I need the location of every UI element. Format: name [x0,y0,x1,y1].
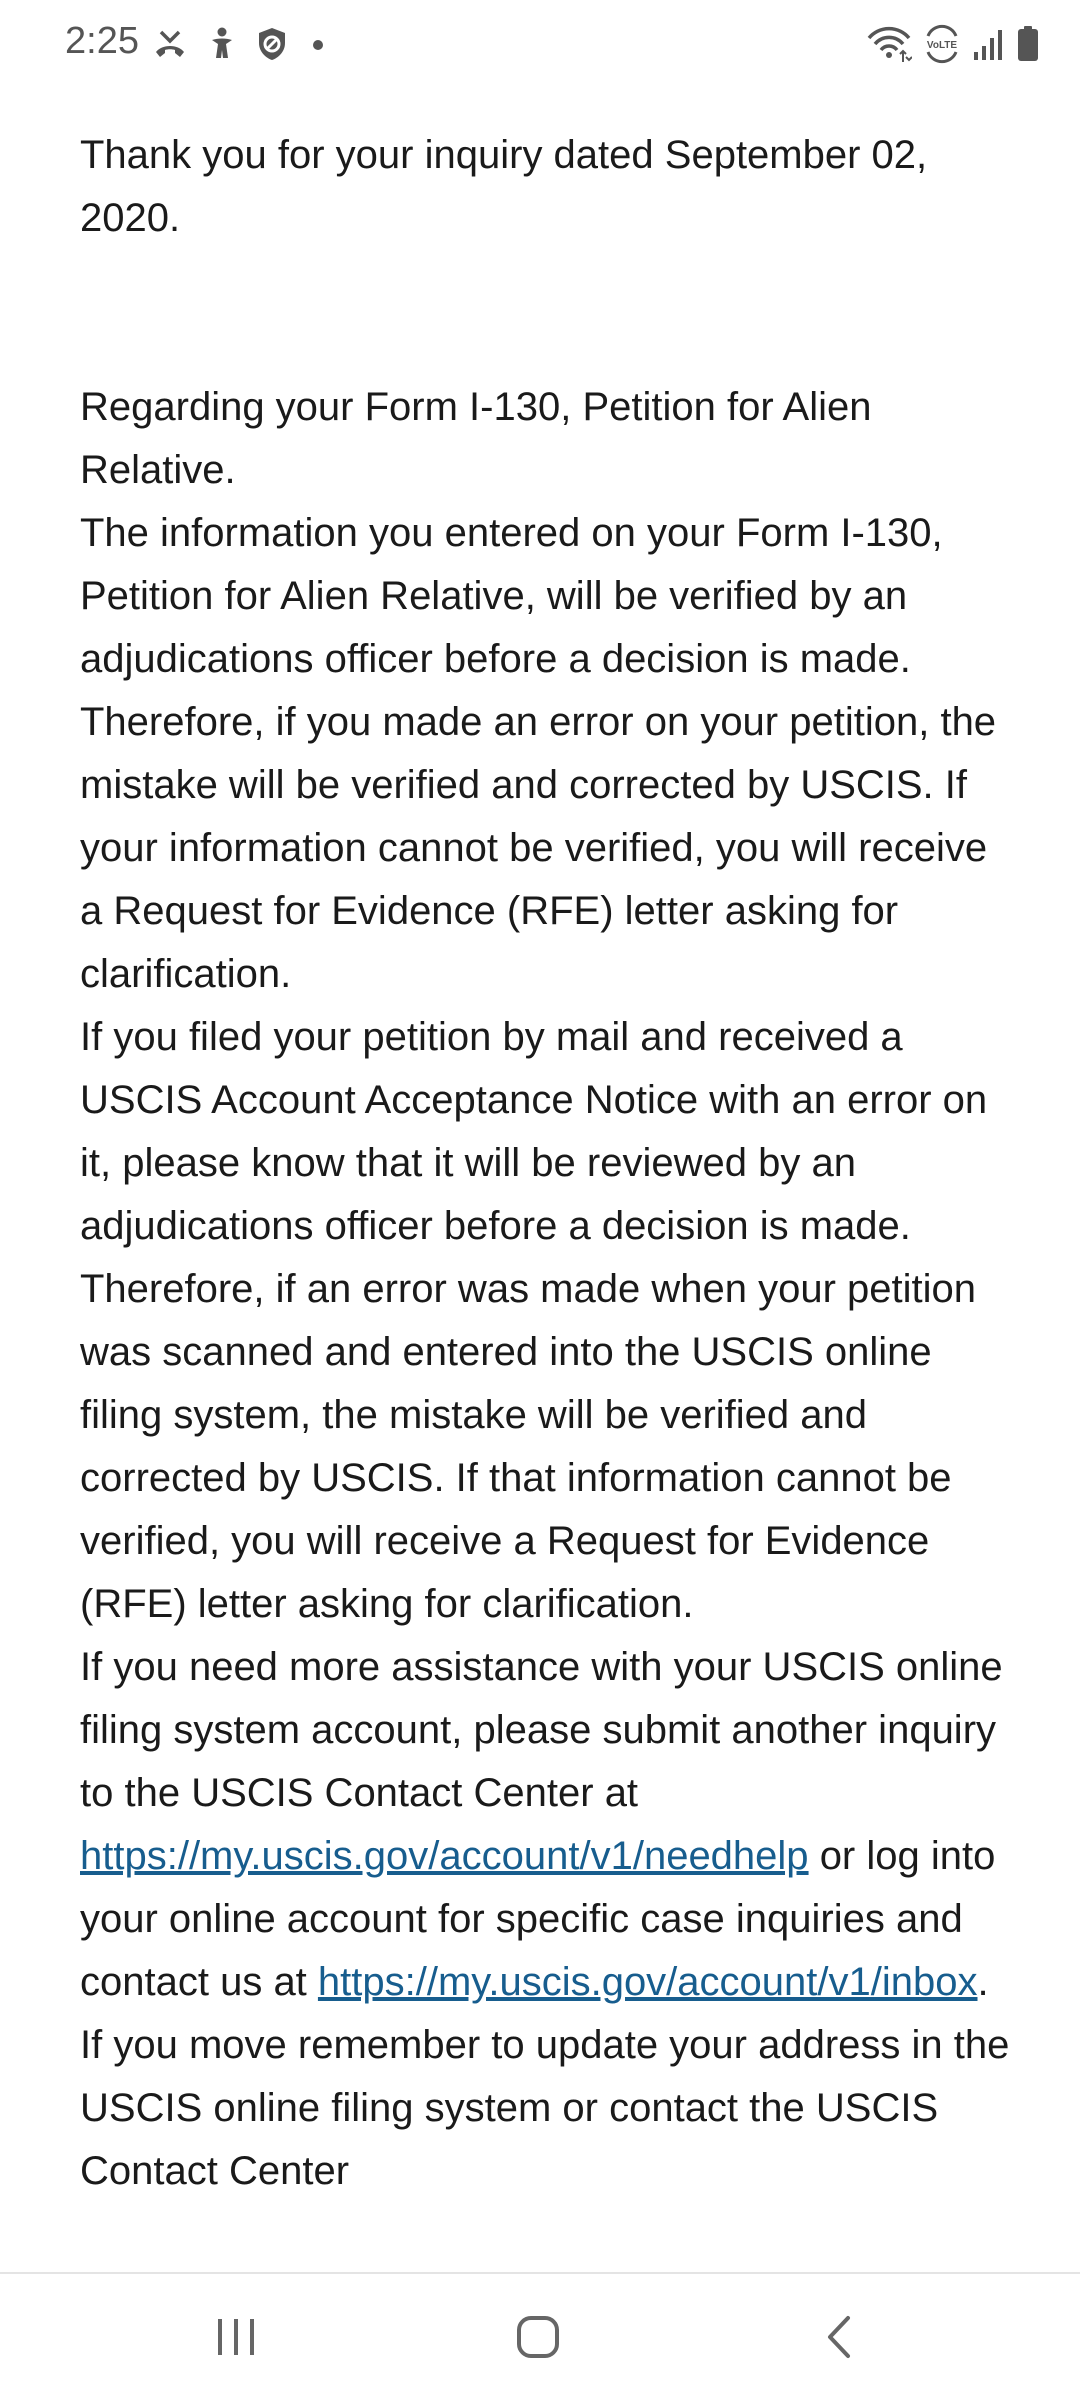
signal-icon [972,24,1006,64]
message-body [80,124,1020,2203]
home-button[interactable] [498,2304,578,2374]
assistance-end-text: . [977,1960,989,2004]
notification-icons [152,22,330,66]
status-time: 2:25 [65,20,139,62]
assistance-text: If you need more assistance with your USCIS online filing system account, please submit another inquiry to the USCIS Contact Center at [80,1645,1003,1815]
volte-label: VoLTE [926,40,958,51]
battery-icon [1016,24,1040,64]
paragraph-assistance [80,1636,1020,2014]
paragraph-address-update: If you move remember to update your address in the USCIS online filing system or contact the USCIS Contact Center [80,2023,1010,2193]
assistance-middle-text: or log into your online account for specific case inquiries and contact us at [80,1834,996,2004]
system-icons [866,20,1040,68]
volte-icon [922,24,962,64]
needhelp-link[interactable]: https://my.uscis.gov/account/v1/needhelp [80,1834,809,1878]
recents-button[interactable] [196,2304,276,2374]
status-bar [0,0,1080,90]
back-button[interactable] [800,2304,880,2374]
missed-call-icon [152,26,188,62]
inbox-link[interactable]: https://my.uscis.gov/account/v1/inbox [317,1960,978,2004]
shield-icon [256,26,288,62]
home-icon [515,2314,561,2365]
regarding-text: Regarding your Form I-130, Petition for Alien Relative. [80,385,872,492]
navigation-bar [0,2272,1080,2402]
notification-dot-icon [306,26,330,62]
accessibility-icon [206,26,238,62]
greeting-text: Thank you for your inquiry dated September 02, 2020. [80,133,928,240]
recents-icon [214,2315,258,2364]
paragraph-mail-filing: If you filed your petition by mail and received a USCIS Account Acceptance Notice with an error on it, please know that it will be reviewed by an adjudications officer before a decision is made. Therefore, if an error was made when your petition was scanned and entered into the USCIS online filing system, the mistake will be verified and corrected by USCIS. If that information cannot be verified, you will receive a Request for Evidence (RFE) letter asking for clarification. [80,1015,988,1626]
back-icon [820,2314,860,2365]
wifi-icon [866,24,912,64]
paragraph-verification: The information you entered on your Form I-130, Petition for Alien Relative, will be verified by an adjudications officer before a decision is made. Therefore, if you made an error on your petition, the mistake will be verified and corrected by USCIS. If your information cannot be verified, you will receive a Request for Evidence (RFE) letter asking for clarification. [80,511,997,996]
